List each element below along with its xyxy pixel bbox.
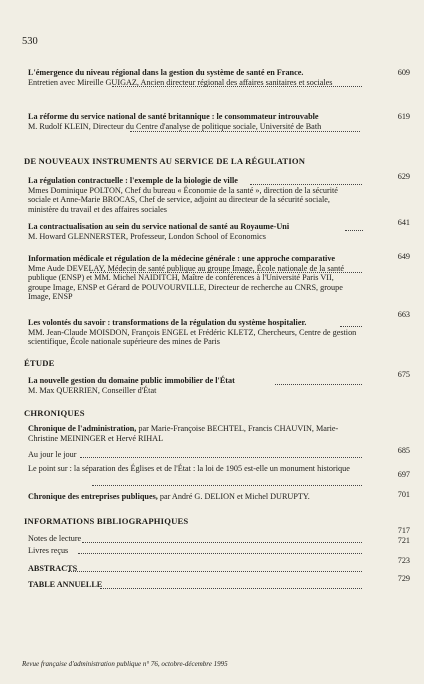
footer-journal: Revue française d'administration publique: [22, 660, 142, 668]
dotted-leader: [340, 326, 362, 327]
dotted-leader: [100, 588, 362, 589]
entry-page: 717: [397, 526, 410, 535]
entry-page: 701: [397, 490, 410, 499]
dotted-leader: [275, 384, 362, 385]
entry-author: M. Howard GLENNERSTER, Professeur, London School of Economics: [28, 231, 266, 241]
entry-page: 675: [397, 370, 410, 379]
dotted-leader: [90, 272, 362, 273]
dotted-leader: [92, 485, 362, 486]
entry-title: Les volontés du savoir : transformations de la régulation du système hospitalier.: [28, 318, 307, 327]
toc-entry[interactable]: [28, 546, 358, 556]
entry-author: Entretien avec Mireille GUIGAZ, Ancien directeur régional des affaires sanitaires et sociales: [28, 77, 333, 87]
footer-issue: n° 76, octobre-décembre 1995: [142, 660, 228, 668]
entry-title: ABSTRACTS: [28, 564, 78, 573]
dotted-leader: [82, 542, 362, 543]
entry-author: M. Max QUERRIEN, Conseiller d'État: [28, 385, 157, 395]
entry-page: 609: [397, 68, 410, 77]
entry-title: La nouvelle gestion du domaine public immobilier de l'État: [28, 376, 235, 385]
entry-title: L'émergence du niveau régional dans la gestion du système de santé en France.: [28, 68, 304, 77]
entry-title: Chronique de l'administration,: [28, 424, 137, 433]
entry-page: 685: [397, 446, 410, 455]
entry-title: Notes de lecture: [28, 534, 82, 543]
entry-title: Information médicale et régulation de la médecine générale : une approche comparative: [28, 254, 336, 263]
entry-page: 721: [397, 536, 410, 545]
entry-page: 629: [397, 172, 410, 181]
dotted-leader: [68, 571, 362, 572]
entry-page: 697: [397, 470, 410, 479]
toc-entry[interactable]: [28, 254, 358, 302]
dotted-leader: [112, 86, 362, 87]
dotted-leader: [80, 457, 362, 458]
toc-entry[interactable]: [28, 564, 358, 574]
entry-page: 723: [397, 556, 410, 565]
section-heading: ÉTUDE: [24, 358, 55, 368]
entry-page: 663: [397, 310, 410, 319]
entry-title: La régulation contractuelle : l'exemple de la biologie de ville: [28, 176, 238, 185]
entry-page: 729: [397, 574, 410, 583]
toc-entry[interactable]: [28, 464, 358, 474]
toc-entry[interactable]: [28, 222, 358, 241]
entry-page: 649: [397, 252, 410, 261]
entry-author: M. Rudolf KLEIN, Directeur du Centre d'analyse de politique sociale, Université de Bath: [28, 121, 322, 131]
entry-title: La contractualisation au sein du service national de santé au Royaume-Uni: [28, 222, 290, 231]
toc-entry[interactable]: [28, 376, 358, 395]
entry-author: par André G. DELION et Michel DURUPTY.: [159, 492, 310, 501]
entry-title: La réforme du service national de santé britannique : le consommateur introuvable: [28, 112, 319, 121]
page-number: 530: [22, 36, 38, 47]
toc-entry[interactable]: [28, 492, 358, 502]
toc-entry[interactable]: [28, 450, 358, 460]
entry-title: Le point sur : la séparation des Églises et de l'État : la loi de 1905 est-elle un monument historique: [28, 464, 350, 473]
entry-title: Chronique des entreprises publiques,: [28, 492, 158, 501]
entry-title: Livres reçus: [28, 546, 69, 555]
entry-page: 619: [397, 112, 410, 121]
entry-title: TABLE ANNUELLE: [28, 580, 103, 589]
toc-entry[interactable]: [28, 176, 358, 214]
section-heading: INFORMATIONS BIBLIOGRAPHIQUES: [24, 516, 189, 526]
dotted-leader: [345, 230, 363, 231]
toc-entry[interactable]: [28, 424, 358, 443]
entry-author: par Marie-Françoise BECHTEL, Francis CHAUVIN, Marie-Christine MEININGER et Hervé RIHAL: [28, 424, 339, 443]
dotted-leader: [130, 131, 360, 132]
toc-entry[interactable]: [28, 68, 358, 87]
entry-title: Au jour le jour: [28, 450, 77, 459]
entry-author: MM. Jean-Claude MOISDON, François ENGEL et Frédéric KLETZ, Chercheurs, Centre de gestion scientifique, École nationale supérieure des mines de Paris: [28, 327, 357, 347]
dotted-leader: [78, 553, 362, 554]
section-heading: CHRONIQUES: [24, 408, 85, 418]
footer: [22, 660, 228, 668]
entry-page: 641: [397, 218, 410, 227]
toc-entry[interactable]: [28, 112, 358, 131]
entry-author: Mmes Dominique POLTON, Chef du bureau « Économie de la santé », direction de la sécurité sociale et Anne-Marie BROCAS, Chef de service, adjoint au directeur de la sécurité sociale, ministère du travail et des affaires sociales: [28, 185, 338, 214]
toc-entry[interactable]: [28, 318, 358, 347]
section-heading: DE NOUVEAUX INSTRUMENTS AU SERVICE DE LA RÉGULATION: [24, 156, 306, 166]
entry-author: Mme Aude DEVELAY, Médecin de santé publique au groupe Image, École nationale de la santé publique (ENSP) et MM. Michel NAIDITCH, Maître de conférences à l'Université Paris VII, groupe Image, ENSP et Gérard de POUVOURVILLE, Directeur de recherche au CNRS, groupe Image, ENSP: [28, 263, 345, 302]
dotted-leader: [250, 184, 362, 185]
